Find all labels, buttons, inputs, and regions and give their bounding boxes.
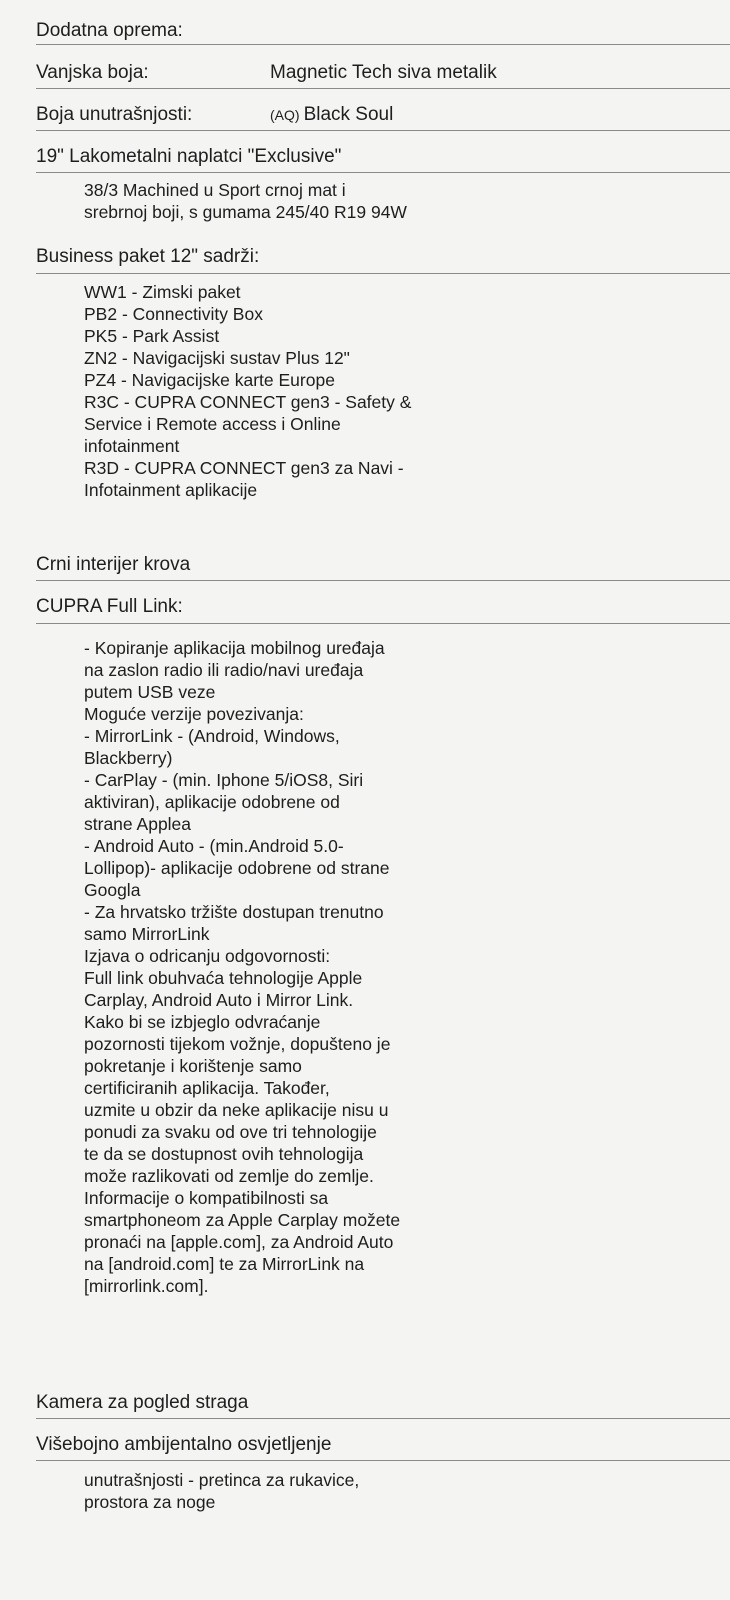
detail-line: - Kopiranje aplikacija mobilnog uređaja [84,638,385,658]
detail-line: PZ4 - Navigacijske karte Europe [84,370,335,390]
detail-line: Izjava o odricanju odgovornosti: [84,946,331,966]
detail-line: aktiviran), aplikacije odobrene od [84,792,340,812]
detail-line: putem USB veze [84,682,216,702]
row-label: Višebojno ambijentalno osvjetljenje [36,1434,332,1455]
row-ambijentalno [36,1434,730,1461]
detail-line: - CarPlay - (min. Iphone 5/iOS8, Siri [84,770,364,790]
detail-line: te da se dostupnost ovih tehnologija [84,1144,364,1164]
detail-line: pokretanje i korištenje samo [84,1056,302,1076]
detail-line: samo MirrorLink [84,924,210,944]
detail-line: infotainment [84,436,180,456]
row-label: Business paket 12" sadrži: [36,246,260,267]
detail-line: pozornosti tijekom vožnje, dopušteno je [84,1034,391,1054]
detail-line: Blackberry) [84,748,173,768]
detail-line: može razlikovati od zemlje do zemlje. [84,1166,374,1186]
exterior-color-value: Magnetic Tech siva metalik [270,62,497,83]
detail-line: pronaći na [apple.com], za Android Auto [84,1232,394,1252]
detail-line: na [android.com] te za MirrorLink na [84,1254,365,1274]
detail-line: srebrnoj boji, s gumama 245/40 R19 94W [84,202,407,222]
detail-line: ponudi za svaku od ove tri tehnologije [84,1122,377,1142]
detail-line: Service i Remote access i Online [84,414,341,434]
detail-line: Kako bi se izbjeglo odvraćanje [84,1012,321,1032]
detail-line: ZN2 - Navigacijski sustav Plus 12" [84,348,350,368]
detail-line: uzmite u obzir da neke aplikacije nisu u [84,1100,389,1120]
detail-line: - Android Auto - (min.Android 5.0- [84,836,344,856]
detail-line: Infotainment aplikacije [84,480,258,500]
row-label: Kamera za pogled straga [36,1392,249,1413]
ambijentalno-details [84,1469,504,1513]
detail-line: PB2 - Connectivity Box [84,304,263,324]
detail-line: 38/3 Machined u Sport crnoj mat i [84,180,346,200]
business-paket-details [84,281,504,501]
detail-line: - MirrorLink - (Android, Windows, [84,726,340,746]
detail-line: smartphoneom za Apple Carplay možete [84,1210,401,1230]
detail-line: Informacije o kompatibilnosti sa [84,1188,329,1208]
detail-line: R3C - CUPRA CONNECT gen3 - Safety & [84,392,412,412]
detail-line: Lollipop)- aplikacije odobrene od strane [84,858,390,878]
row-full-link [36,596,730,624]
row-vanjska-boja [36,62,730,89]
row-label: Crni interijer krova [36,554,191,575]
detail-line: WW1 - Zimski paket [84,282,241,302]
interior-color-value: Black Soul [303,104,394,125]
detail-line: na zaslon radio ili radio/navi uređaja [84,660,364,680]
row-label: Boja unutrašnjosti: [36,104,193,125]
row-label: CUPRA Full Link: [36,596,183,617]
row-label: 19" Lakometalni naplatci "Exclusive" [36,146,342,167]
interior-color-code: (AQ) [270,107,300,123]
detail-line: prostora za noge [84,1492,216,1512]
detail-line: PK5 - Park Assist [84,326,220,346]
row-kamera [36,1392,730,1419]
row-business-paket [36,246,730,274]
detail-line: Moguće verzije povezivanja: [84,704,304,724]
detail-line: unutrašnjosti - pretinca za rukavice, [84,1470,360,1490]
full-link-details [84,637,504,1297]
row-naplatci [36,146,730,173]
row-label: Dodatna oprema: [36,20,183,41]
detail-line: Carplay, Android Auto i Mirror Link. [84,990,354,1010]
naplatci-details [84,179,504,223]
row-label: Vanjska boja: [36,62,149,83]
detail-line: [mirrorlink.com]. [84,1276,209,1296]
row-dodatna-oprema [36,20,730,45]
detail-line: strane Applea [84,814,192,834]
detail-line: Full link obuhvaća tehnologije Apple [84,968,363,988]
detail-line: certificiranih aplikacija. Također, [84,1078,330,1098]
detail-line: Googla [84,880,141,900]
row-crni-interijer [36,554,730,581]
detail-line: - Za hrvatsko tržište dostupan trenutno [84,902,384,922]
row-boja-unutrasnjosti [36,104,730,131]
detail-line: R3D - CUPRA CONNECT gen3 za Navi - [84,458,404,478]
